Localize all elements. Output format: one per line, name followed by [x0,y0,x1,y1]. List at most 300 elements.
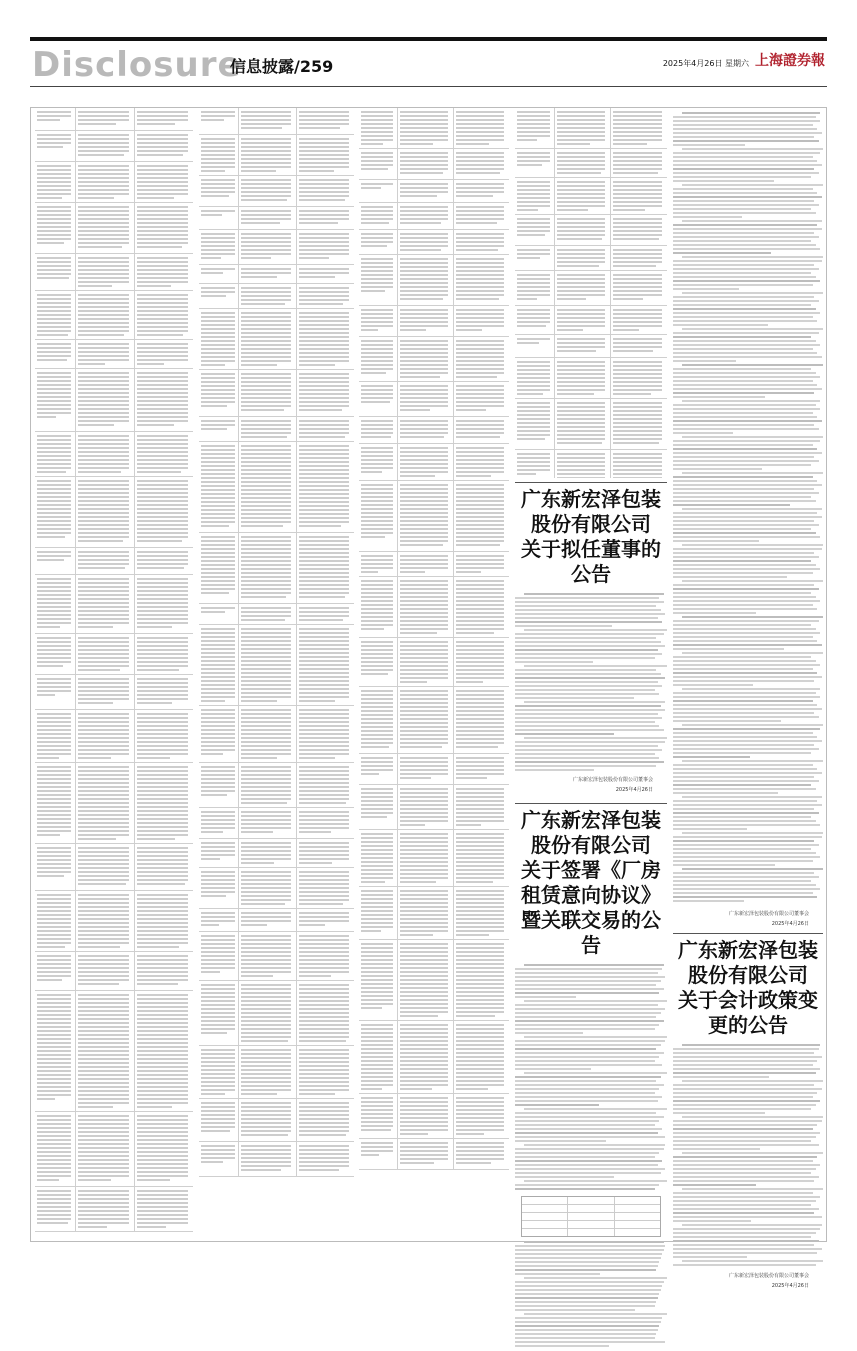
cell-text-line [78,500,129,502]
cell-text-line [137,983,179,985]
cell-text-line [400,504,448,506]
table-row [35,203,193,254]
cell-text-line [456,812,505,814]
cell-text-line [137,528,189,530]
cell-text-line [137,261,189,263]
table-cell [35,763,76,843]
cell-text-line [400,773,448,775]
cell-text-line [137,863,189,865]
cell-text-line [78,782,129,784]
cell-text-line [613,209,645,211]
cell-text-line [400,309,448,311]
cell-text-line [37,238,71,240]
cell-text-line [137,1090,189,1092]
cell-text-line [137,838,176,840]
cell-text-line [361,1052,393,1054]
text-line [515,1076,661,1078]
cell-text-line [613,274,663,276]
cell-text-line [37,326,71,328]
cell-text-line [137,380,189,382]
cell-text-line [361,1129,391,1131]
cell-text-line [400,922,448,924]
table-cell [359,552,398,576]
cell-text-line [361,726,393,728]
cell-text-line [241,1065,291,1067]
cell-text-line [456,195,494,197]
cell-text-line [299,1069,350,1071]
table-cell [239,417,296,441]
cell-text-line [137,1034,189,1036]
cell-text-line [137,1002,189,1004]
cell-text-line [201,1157,235,1159]
cell-text-line [201,875,235,877]
table-cell [555,271,611,305]
cell-text-line [361,853,393,855]
cell-text-line [78,134,129,136]
cell-text-line [37,1167,71,1169]
cell-text-line [517,373,550,375]
cell-text-line [78,1026,129,1028]
table-row [199,868,354,909]
text-line [515,597,659,599]
cell-text-line [299,842,350,844]
cell-text-line [361,559,393,561]
table-row [515,399,667,450]
cell-text-line [37,1115,71,1117]
cell-text-line [361,730,393,732]
cell-text-line [400,262,448,264]
cell-text-line [299,324,350,326]
table-cell [297,309,354,369]
cell-text-line [299,615,350,617]
text-line [673,128,817,130]
cell-text-line [400,249,441,251]
cell-text-line [456,971,505,973]
text-line [515,697,634,699]
cell-text-line [37,766,71,768]
cell-text-line [137,967,189,969]
table-cell [454,230,510,254]
table-cell [35,162,76,202]
text-line [673,876,819,878]
cell-text-line [241,939,291,941]
cell-text-line [557,230,606,232]
text-line [673,176,811,178]
cell-text-line [201,115,235,117]
cell-text-line [517,230,550,232]
cell-text-line [241,721,291,723]
cell-text-line [137,1042,189,1044]
cell-text-line [37,686,71,688]
cell-text-line [557,131,606,133]
text-line [515,1060,655,1062]
cell-text-line [241,170,276,172]
table-cell [611,335,667,357]
table-cell [76,369,134,431]
cell-text-line [400,241,448,243]
cell-text-line [299,611,350,613]
cell-text-line [361,983,393,985]
cell-text-line [137,1190,189,1192]
cell-text-line [299,170,335,172]
cell-text-line [299,1024,350,1026]
cell-text-line [137,1018,189,1020]
cell-text-line [137,830,189,832]
cell-text-line [201,1085,235,1087]
cell-text-line [37,234,71,236]
text-line [673,232,814,234]
cell-text-line [78,412,129,414]
cell-text-line [557,438,606,440]
cell-text-line [613,222,663,224]
cell-text-line [400,195,437,197]
text-line [515,605,656,607]
cell-text-line [241,988,291,990]
cell-text-line [299,916,350,918]
cell-text-line [78,946,120,948]
text-line [673,680,814,682]
cell-text-line [400,571,425,573]
cell-text-line [241,162,291,164]
cell-text-line [78,1070,129,1072]
cell-text-line [299,924,326,926]
cell-text-line [299,1020,350,1022]
cell-text-line [299,782,350,784]
cell-text-line [137,1206,189,1208]
cell-text-line [78,471,121,473]
table-cell [239,1046,296,1098]
cell-text-line [456,628,505,630]
cell-text-line [78,602,129,604]
cell-text-line [137,1026,189,1028]
cell-text-line [137,678,189,680]
text-line [673,1160,813,1162]
cell-text-line [137,210,189,212]
cell-text-line [78,1006,129,1008]
cell-text-line [137,822,189,824]
cell-text-line [37,745,71,747]
cell-text-line [201,336,235,338]
text-line [515,1305,655,1307]
cell-text-line [78,463,129,465]
cell-text-line [400,906,448,908]
cell-text-line [400,1036,448,1038]
cell-text-line [137,774,189,776]
cell-text-line [201,457,235,459]
cell-text-line [400,869,448,871]
cell-text-line [37,830,71,832]
text-line [673,728,820,730]
cell-text-line [137,206,189,208]
column-2-table [199,108,354,1241]
cell-text-line [456,520,505,522]
cell-text-line [241,179,291,181]
cell-text-line [361,955,393,957]
table-cell [398,687,454,753]
cell-text-line [201,489,235,491]
cell-text-line [37,826,71,828]
cell-text-line [299,1102,350,1104]
announcement-2-body-col5 [673,112,823,907]
cell-text-line [613,438,663,440]
cell-text-line [361,849,393,851]
table-cell [515,108,555,148]
cell-text-line [201,879,235,881]
table-cell [35,369,76,431]
cell-text-line [37,717,71,719]
cell-text-line [456,1015,495,1017]
cell-text-line [37,551,71,553]
cell-text-line [400,467,448,469]
cell-text-line [37,242,64,244]
cell-text-line [241,517,291,519]
cell-text-line [361,274,393,276]
cell-text-line [361,1113,393,1115]
cell-text-line [361,1040,393,1042]
cell-text-line [299,1122,350,1124]
cell-text-line [299,668,350,670]
cell-text-line [400,555,448,557]
text-line [515,761,664,763]
cell-text-line [400,853,448,855]
cell-text-line [456,698,505,700]
cell-text-line [456,1142,505,1144]
cell-text-line [137,500,189,502]
text-line [515,1269,656,1271]
table-cell [611,358,667,398]
text-line [673,1092,817,1094]
cell-text-line [400,160,448,162]
table-row [199,909,354,932]
table-cell [135,131,193,161]
cell-text-line [557,168,606,170]
cell-text-line [557,298,586,300]
table-row [359,382,509,417]
cell-text-line [201,895,226,897]
cell-text-line [613,160,663,162]
text-line [673,732,813,734]
cell-text-line [37,447,71,449]
cell-text-line [137,277,189,279]
table-row [522,1197,660,1205]
cell-text-line [241,316,291,318]
text-line [515,1048,656,1050]
cell-text-line [400,111,448,113]
cell-text-line [78,682,129,684]
cell-text-line [241,138,291,140]
table-cell [76,203,134,253]
cell-text-line [557,278,606,280]
cell-text-line [299,903,344,905]
cell-text-line [400,432,448,434]
cell-text-line [241,745,291,747]
cell-text-line [241,158,291,160]
text-line [515,1245,665,1247]
cell-text-line [78,757,111,759]
cell-text-line [456,484,505,486]
cell-text-line [37,1030,71,1032]
table-cell [359,1021,398,1093]
cell-text-line [400,804,448,806]
cell-text-line [456,999,505,1001]
cell-text-line [456,500,505,502]
cell-text-line [456,808,505,810]
cell-text-line [37,614,71,616]
text-line [515,1341,665,1343]
cell-text-line [37,910,71,912]
cell-text-line [201,501,235,503]
cell-text-line [456,191,505,193]
cell-text-line [78,1206,129,1208]
table-row [359,1094,509,1139]
cell-text-line [137,400,189,402]
cell-text-line [37,1038,71,1040]
cell-text-line [400,963,448,965]
text-line [515,1096,662,1098]
cell-text-line [456,278,505,280]
cell-text-line [37,682,71,684]
cell-text-line [37,802,71,804]
cell-text-line [557,309,606,311]
cell-text-line [78,347,129,349]
cell-text-line [137,1135,189,1137]
table-cell [76,254,134,290]
cell-text-line [78,669,120,671]
table-cell [297,207,354,229]
cell-text-line [456,1068,505,1070]
text-line [673,248,820,250]
table-cell [199,909,239,931]
cell-text-line [361,389,393,391]
table-row [359,577,509,638]
cell-text-line [241,191,291,193]
cell-text-line [241,525,283,527]
cell-text-line [201,1110,235,1112]
cell-text-line [361,995,393,997]
cell-text-line [456,1048,505,1050]
cell-text-line [201,568,235,570]
cell-text-line [241,951,291,953]
text-line [673,780,819,782]
cell-text-line [241,1093,277,1095]
cell-text-line [241,749,291,751]
cell-text-line [361,894,393,896]
text-line [673,384,817,386]
cell-text-line [456,1028,505,1030]
cell-text-line [37,1155,71,1157]
cell-text-line [557,381,606,383]
cell-text-line [241,268,291,270]
cell-text-line [299,846,350,848]
announcement-divider [515,803,667,804]
text-line [682,832,823,834]
cell-text-line [78,859,129,861]
cell-text-line [400,742,448,744]
table-cell [555,178,611,214]
cell-text-line [361,512,393,514]
table-row [359,255,509,306]
table-row [199,625,354,706]
cell-text-line [557,172,601,174]
cell-text-line [137,753,189,755]
cell-text-line [517,201,550,203]
cell-text-line [241,1118,291,1120]
cell-text-line [400,420,448,422]
cell-text-line [137,567,185,569]
cell-text-line [517,338,550,340]
cell-text-line [137,906,189,908]
text-line [515,1156,655,1158]
cell-text-line [400,841,448,843]
cell-text-line [241,854,291,856]
cell-text-line [241,640,291,642]
text-line [515,717,662,719]
cell-text-line [201,924,219,926]
cell-text-line [456,1154,505,1156]
text-line [673,636,813,638]
cell-text-line [78,794,129,796]
cell-text-line [456,459,505,461]
cell-text-line [613,290,663,292]
cell-text-line [557,422,606,424]
cell-text-line [241,405,291,407]
text-line [682,724,823,726]
cell-text-line [361,1105,393,1107]
cell-text-line [361,270,393,272]
table-cell [135,710,193,762]
cell-text-line [241,356,291,358]
text-line [524,1108,667,1110]
cell-text-line [456,488,505,490]
cell-text-line [299,253,350,255]
cell-text-line [78,1038,129,1040]
cell-text-line [201,741,235,743]
cell-text-line [37,1123,71,1125]
text-line [673,512,817,514]
text-line [673,1232,816,1234]
cell-text-line [400,471,448,473]
cell-text-line [361,959,393,961]
cell-text-line [299,162,350,164]
cell-text-line [241,737,291,739]
cell-text-line [456,955,505,957]
text-line [682,292,823,294]
cell-text-line [613,369,663,371]
text-line [673,900,744,902]
cell-text-line [517,164,542,166]
cell-text-line [241,214,291,216]
cell-text-line [299,770,350,772]
table-cell [297,265,354,283]
cell-text-line [400,947,448,949]
cell-text-line [137,347,189,349]
cell-text-line [241,992,291,994]
text-line [682,580,823,582]
cell-text-line [456,325,505,327]
text-line [515,1160,662,1162]
cell-text-line [456,266,505,268]
cell-text-line [299,287,350,289]
cell-text-line [137,922,189,924]
cell-text-line [241,237,291,239]
text-line [673,872,814,874]
cell-text-line [400,210,448,212]
cell-text-line [241,249,291,251]
cell-text-line [613,156,663,158]
cell-text-line [241,963,291,965]
cell-text-line [361,555,393,557]
cell-text-line [137,246,182,248]
